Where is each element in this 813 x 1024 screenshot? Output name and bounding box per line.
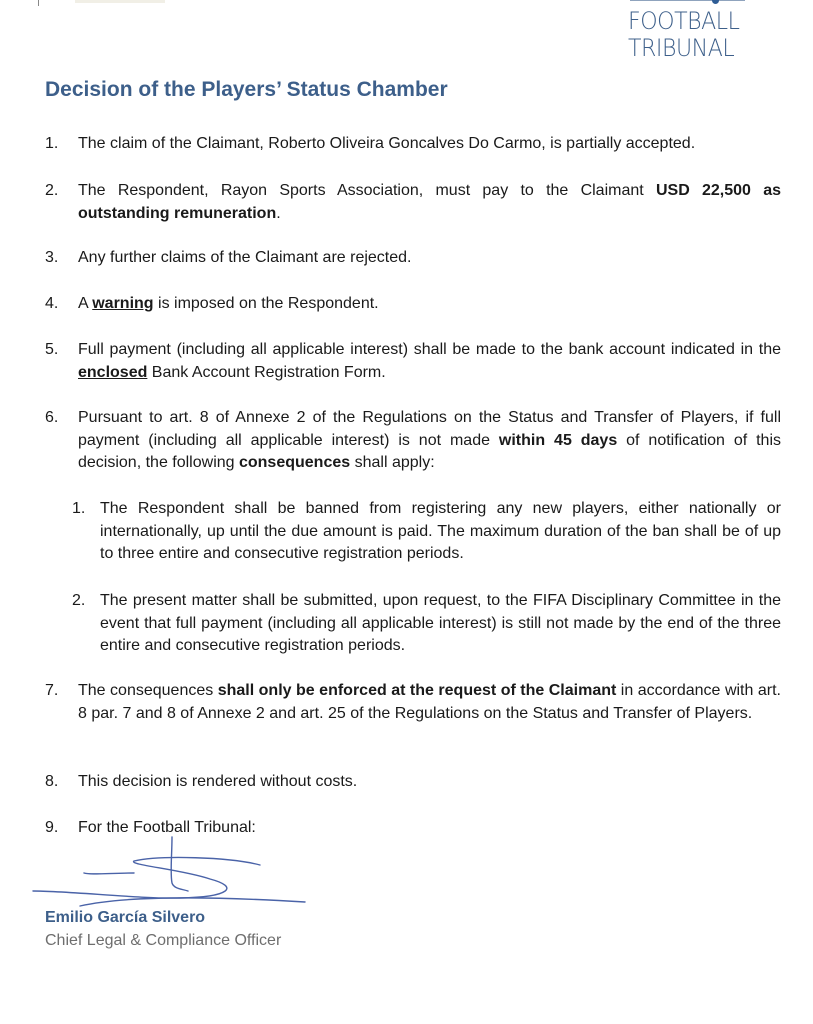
item-text xyxy=(78,771,781,794)
consequence-item-1 xyxy=(72,498,781,566)
emphasized-underlined-text: warning xyxy=(92,295,154,312)
page-edge-fragment xyxy=(75,0,165,3)
logo-text xyxy=(628,8,739,62)
item-number: 7. xyxy=(45,682,59,699)
item-number: 6. xyxy=(45,409,59,426)
logo-line-2: TRIBUNAL xyxy=(628,34,735,62)
logo-rule xyxy=(630,0,745,1)
logo-ball-icon xyxy=(712,0,719,4)
text-segment: . xyxy=(276,204,281,222)
item-text xyxy=(78,180,781,225)
item-number: 9. xyxy=(45,819,59,836)
decision-item-3 xyxy=(45,247,781,270)
text-segment: For the Football Tribunal: xyxy=(78,819,256,836)
item-text xyxy=(78,293,781,316)
item-text xyxy=(78,407,781,475)
decision-item-8 xyxy=(45,771,781,794)
handwritten-signature xyxy=(30,835,320,910)
item-number: 1. xyxy=(45,135,59,152)
sub-item-number: 1. xyxy=(72,500,86,517)
text-segment: The Respondent, Rayon Sports Association, must pay to the Claimant xyxy=(78,182,656,199)
text-segment: in accordance with art. 8 par. 7 and 8 of Annexe 2 and art. 25 of the Regulations on the Status and Transfer of Players. xyxy=(78,682,781,722)
text-segment: of notification of this decision, the following xyxy=(78,431,781,471)
decision-item-7 xyxy=(45,680,781,725)
text-segment: Pursuant to art. 8 of Annexe 2 of the Regulations on the Status and Transfer of Players, if full payment (including all applicable interest) is not made xyxy=(78,409,781,449)
signature-stroke xyxy=(84,873,134,874)
decision-item-5 xyxy=(45,339,781,384)
item-number: 8. xyxy=(45,773,59,790)
sub-item-text: The Respondent shall be banned from registering any new players, either nationally or internationally, up until the due amount is paid. The maximum duration of the ban shall be of up to three entire and consecutive registration periods. xyxy=(100,500,781,562)
item-number: 5. xyxy=(45,341,59,358)
text-segment: Full payment (including all applicable interest) shall be made to the bank account indicated in the xyxy=(78,341,781,358)
page-edge-mark xyxy=(38,0,39,6)
text-segment: Bank Account Registration Form. xyxy=(147,363,386,381)
signatory-name: Emilio García Silvero xyxy=(45,909,206,926)
sub-item-text: The present matter shall be submitted, upon request, to the FIFA Disciplinary Committee in the event that full payment (including all applicable interest) is still not made by the end of the three entire and consecutive registration periods. xyxy=(100,592,781,654)
document-title: Decision of the Players’ Status Chamber xyxy=(45,78,448,101)
signature-stroke xyxy=(171,837,188,891)
text-segment: This decision is rendered without costs. xyxy=(78,773,358,790)
consequence-item-2 xyxy=(72,590,781,658)
signature-stroke xyxy=(33,858,260,899)
signatory-role: Chief Legal & Compliance Officer xyxy=(45,932,282,949)
item-text xyxy=(78,247,781,270)
item-text xyxy=(78,133,781,156)
sub-item-number: 2. xyxy=(72,592,86,609)
decision-item-6 xyxy=(45,407,781,475)
text-segment: A xyxy=(78,295,93,312)
emphasized-text: consequences xyxy=(238,454,351,471)
text-segment: is imposed on the Respondent. xyxy=(153,295,379,312)
emphasized-text: shall only be enforced at the request of the Claimant xyxy=(217,682,617,699)
logo-line-1: FOOTBALL xyxy=(628,7,740,35)
decision-item-1 xyxy=(45,133,781,156)
item-text xyxy=(78,339,781,384)
text-segment: shall apply: xyxy=(350,454,435,471)
emphasized-text: USD 22,500 as outstanding remuneration xyxy=(78,182,782,222)
item-number: 3. xyxy=(45,249,59,266)
text-segment: The claim of the Claimant, Roberto Oliveira Goncalves Do Carmo, is partially accepted. xyxy=(78,135,696,152)
emphasized-underlined-text: enclosed xyxy=(78,363,148,381)
text-segment: The consequences xyxy=(78,682,218,699)
decision-item-2 xyxy=(45,180,781,225)
decision-item-4 xyxy=(45,293,781,316)
emphasized-text: within 45 days xyxy=(498,431,618,449)
item-text xyxy=(78,680,781,725)
signature-stroke xyxy=(80,898,305,906)
item-number: 2. xyxy=(45,182,59,199)
text-segment: Any further claims of the Claimant are rejected. xyxy=(78,249,412,266)
item-number: 4. xyxy=(45,295,59,312)
